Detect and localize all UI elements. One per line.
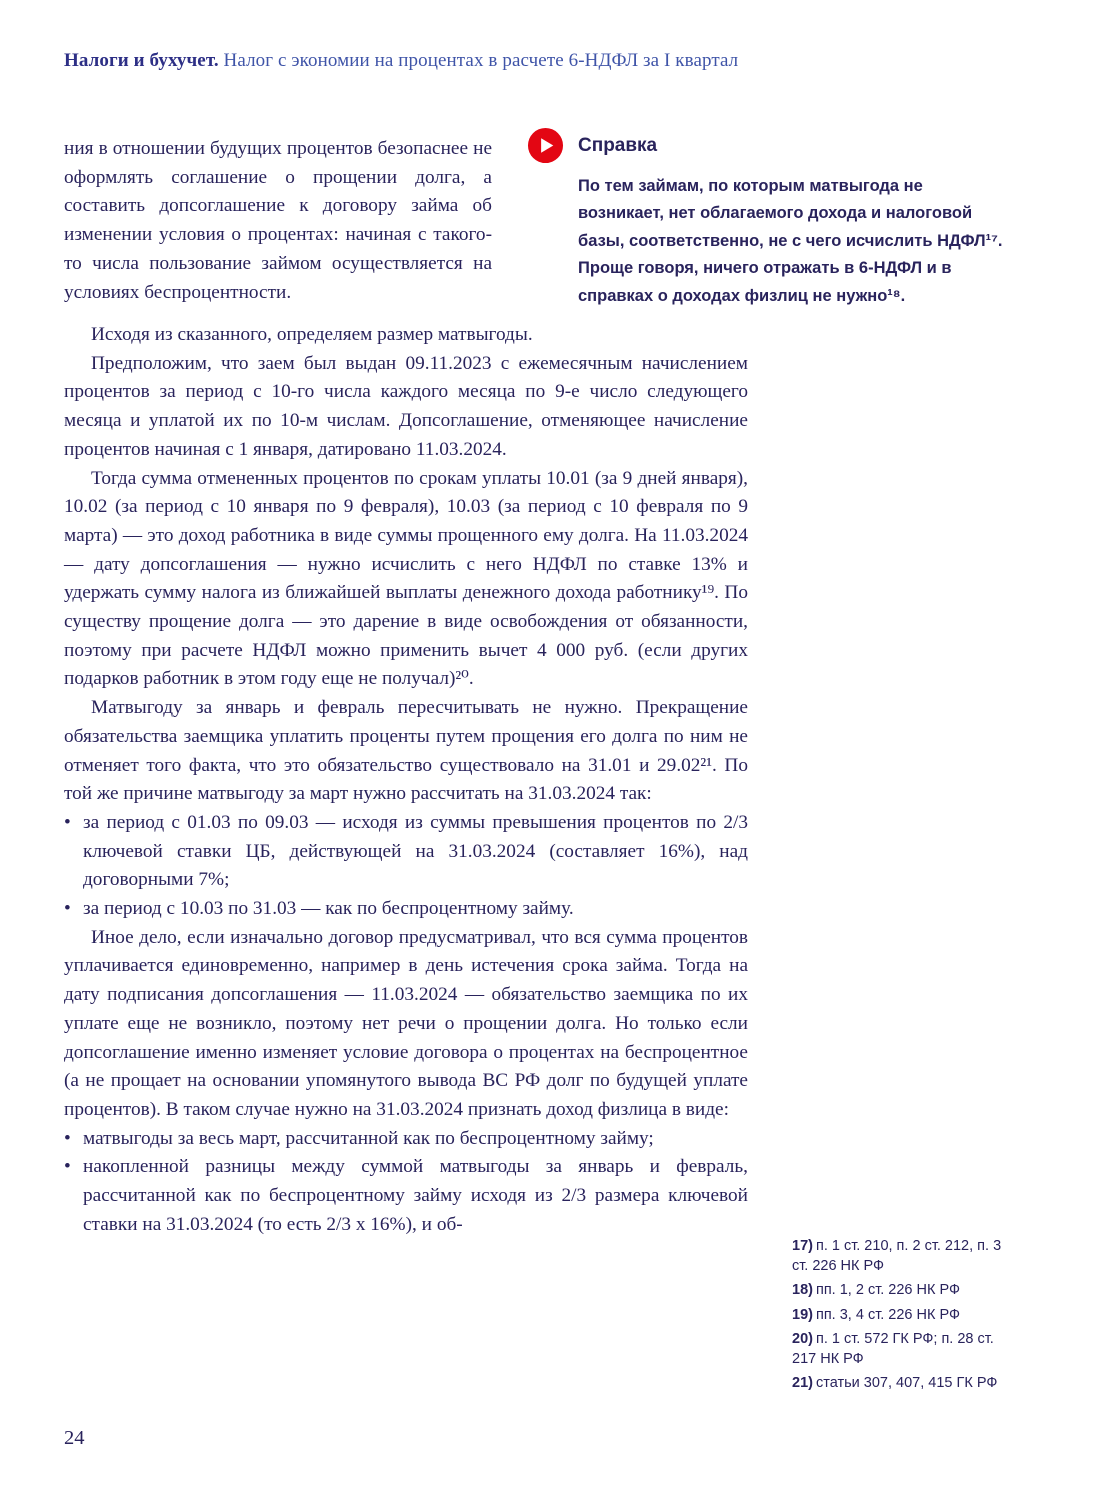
bullet-marker: • xyxy=(64,1127,71,1149)
article-title: Налог с экономии на процентах в расчете 6-НДФЛ за I квартал xyxy=(223,50,739,71)
paragraph: Матвыгоду за январь и февраль пересчитывать не нужно. Прекращение обязательства заемщика уплатить проценты путем прощения его долга по ним не отменяет того факта, что это обязательство существовало на 31.01 и 29.02²¹. По той же причине матвыгоду за март нужно рассчитать на 31.03.2024 так: xyxy=(64,697,748,805)
reference-body: По тем займам, по которым матвыгода не возникает, нет облагаемого дохода и налоговой базы, соответственно, не с чего исчислить НДФЛ¹⁷. Проще говоря, ничего отражать в 6-НДФЛ и в справках о доходах физлиц не нужно¹⁸. xyxy=(578,177,1003,305)
footnote-number: 18) xyxy=(792,1282,813,1298)
reference-header xyxy=(527,127,1007,164)
bullet-marker: • xyxy=(64,1156,71,1178)
list-item xyxy=(64,1125,748,1154)
footnote-number: 17) xyxy=(792,1238,813,1254)
footnote xyxy=(792,1374,1018,1394)
list-item-text: накопленной разницы между суммой матвыгоды за январь и февраль, рассчитанной как по беспроцентному займу исходя из 2/3 размера ключевой ставки на 31.03.2024 (то есть 2/3 х 16%), и об- xyxy=(83,1156,748,1235)
paragraph: Предположим, что заем был выдан 09.11.2023 с ежемесячным начислением процентов за период с 10-го числа каждого месяца по 9-е число следующего месяца и уплатой их по 10-м числам. Допсоглашение, отменяющее начисление процентов начиная с 1 января, датировано 11.03.2024. xyxy=(64,352,748,460)
list-item xyxy=(64,895,748,924)
reference-title: Справка xyxy=(578,134,658,156)
play-icon xyxy=(527,127,564,164)
footnote-number: 20) xyxy=(792,1331,813,1347)
article-body xyxy=(64,321,748,1240)
page-header xyxy=(64,50,738,72)
footnote-number: 19) xyxy=(792,1306,813,1323)
footnote xyxy=(792,1281,1018,1301)
list-item-text: за период с 10.03 по 31.03 — как по беспроцентному займу. xyxy=(83,898,574,920)
footnote-text: статьи 307, 407, 415 ГК РФ xyxy=(815,1375,998,1391)
footnotes xyxy=(792,1237,1018,1399)
list-item xyxy=(64,809,748,895)
footnote-number: 21) xyxy=(792,1375,813,1391)
footnote-text: пп. 3, 4 ст. 226 НК РФ xyxy=(815,1306,960,1323)
section-label: Налоги и бухучет. xyxy=(64,50,219,71)
footnote-text: п. 1 ст. 210, п. 2 ст. 212, п. 3 ст. 226 НК РФ xyxy=(792,1238,1002,1274)
paragraph: Тогда сумма отмененных процентов по срокам уплаты 10.01 (за 9 дней января), 10.02 (за период с 10 января по 9 февраля), 10.03 (за период с 10 февраля по 9 марта) — это доход работника в виде суммы прощенного ему долга. На 11.03.2024 — дату допсоглашения — нужно исчислить с него НДФЛ по ставке 13% и удержать сумму налога из ближайшей выплаты денежного дохода работнику¹⁹. По существу прощение долга — это дарение в виде освобождения от обязанности, поэтому при расчете НДФЛ можно применить вычет 4 000 руб. (если других подарков работник в этом году еще не получал)²⁰. xyxy=(64,467,748,690)
footnote-text: п. 1 ст. 572 ГК РФ; п. 28 ст. 217 НК РФ xyxy=(792,1331,994,1367)
list-item xyxy=(64,1153,748,1239)
bullet-marker: • xyxy=(64,811,71,833)
footnote xyxy=(792,1237,1018,1276)
paragraph: Исходя из сказанного, определяем размер матвыгоды. xyxy=(91,324,533,345)
page-number: 24 xyxy=(64,1427,85,1449)
bullet-marker: • xyxy=(64,898,71,920)
paragraph: Иное дело, если изначально договор предусматривал, что вся сумма процентов уплачивается единовременно, например в день истечения срока займа. Тогда на дату подписания допсоглашения — 11.03.2024 — обязательство заемщика по их уплате еще не возникло, поэтому нет речи о прощении долга. Но только если допсоглашение именно изменяет условие договора о процентах на беспроцентное (а не прощает на основании упомянутого вывода ВС РФ долг по будущей уплате процентов). В таком случае нужно на 31.03.2024 признать доход физлица в виде: xyxy=(64,926,748,1120)
footnote xyxy=(792,1306,1018,1326)
list-item-text: за период с 01.03 по 09.03 — исходя из суммы превышения процентов по 2/3 ключевой ставки ЦБ, действующей на 31.03.2024 (составляет 16%), над договорными 7%; xyxy=(83,811,748,891)
footnote xyxy=(792,1330,1018,1369)
reference-box xyxy=(527,127,1007,310)
list-item-text: матвыгоды за весь март, рассчитанной как по беспроцентному займу; xyxy=(83,1127,654,1149)
intro-paragraph: ния в отношении будущих процентов безопаснее не оформлять соглашение о прощении долга, а составить допсоглашение к договору займа об изменении условия о процентах: начиная с такого-то числа пользование займом осуществляется на условиях беспроцентности. xyxy=(64,138,492,303)
footnote-text: пп. 1, 2 ст. 226 НК РФ xyxy=(815,1282,960,1298)
